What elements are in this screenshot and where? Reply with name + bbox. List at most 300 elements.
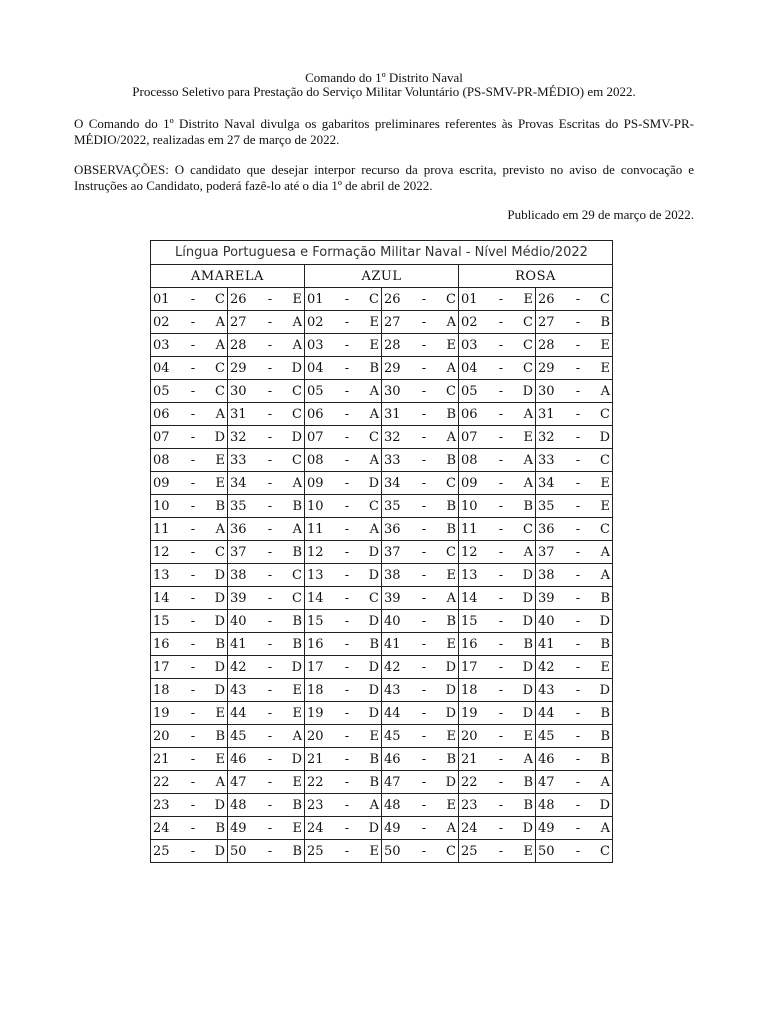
question-number: 10: [153, 498, 170, 514]
answer-cell: [536, 633, 613, 656]
separator-dash: -: [344, 291, 350, 307]
table-row: [151, 449, 613, 472]
answer-letter: C: [292, 406, 302, 422]
answer-cell: [305, 633, 382, 656]
question-number: 49: [384, 820, 401, 836]
answer-cell: [382, 334, 459, 357]
separator-dash: -: [575, 383, 581, 399]
answer-letter: A: [215, 406, 225, 422]
answer-letter: B: [446, 498, 456, 514]
answer-cell: [382, 633, 459, 656]
answer-letter: A: [446, 360, 456, 376]
separator-dash: -: [267, 751, 273, 767]
question-number: 31: [538, 406, 555, 422]
separator-dash: -: [190, 774, 196, 790]
answer-cell: [382, 702, 459, 725]
answer-cell: [305, 334, 382, 357]
question-number: 05: [153, 383, 170, 399]
intro-paragraph: O Comando do 1º Distrito Naval divulga os gabaritos preliminares referentes às Provas Escritas do PS-SMV-PR-MÉDIO/2022, realizadas em 27 de março de 2022.: [74, 116, 694, 147]
answer-cell: [151, 334, 228, 357]
separator-dash: -: [344, 498, 350, 514]
question-number: 29: [230, 360, 247, 376]
answer-letter: C: [446, 544, 456, 560]
question-number: 42: [230, 659, 247, 675]
question-number: 25: [461, 843, 478, 859]
separator-dash: -: [267, 682, 273, 698]
answer-letter: B: [292, 636, 302, 652]
answer-letter: E: [446, 337, 456, 353]
separator-dash: -: [344, 590, 350, 606]
question-number: 16: [461, 636, 478, 652]
answer-letter: D: [214, 567, 225, 583]
answer-letter: A: [446, 820, 456, 836]
separator-dash: -: [267, 567, 273, 583]
answer-cell: [151, 656, 228, 679]
separator-dash: -: [344, 751, 350, 767]
separator-dash: -: [344, 705, 350, 721]
separator-dash: -: [421, 843, 427, 859]
group-header-amarela: AMARELA: [151, 265, 305, 288]
separator-dash: -: [267, 728, 273, 744]
answer-cell: [459, 518, 536, 541]
separator-dash: -: [421, 751, 427, 767]
separator-dash: -: [267, 590, 273, 606]
question-number: 43: [384, 682, 401, 698]
separator-dash: -: [421, 820, 427, 836]
answer-letter: D: [522, 383, 533, 399]
answer-cell: [382, 518, 459, 541]
question-number: 08: [307, 452, 324, 468]
answer-cell: [305, 840, 382, 863]
question-number: 35: [230, 498, 247, 514]
table-row: [151, 610, 613, 633]
answer-cell: [536, 748, 613, 771]
question-number: 33: [384, 452, 401, 468]
answer-letter: C: [292, 567, 302, 583]
question-number: 15: [307, 613, 324, 629]
separator-dash: -: [344, 406, 350, 422]
answer-cell: [228, 564, 305, 587]
answer-letter: E: [369, 728, 379, 744]
separator-dash: -: [498, 337, 504, 353]
separator-dash: -: [267, 820, 273, 836]
answer-cell: [151, 541, 228, 564]
answer-letter: D: [214, 590, 225, 606]
answer-letter: C: [446, 291, 456, 307]
separator-dash: -: [421, 291, 427, 307]
answer-cell: [305, 380, 382, 403]
separator-dash: -: [421, 797, 427, 813]
answer-letter: A: [369, 383, 379, 399]
answer-cell: [459, 610, 536, 633]
answer-cell: [459, 288, 536, 311]
answer-letter: A: [215, 521, 225, 537]
answer-letter: D: [522, 820, 533, 836]
answer-letter: C: [215, 291, 225, 307]
table-row: [151, 794, 613, 817]
separator-dash: -: [190, 337, 196, 353]
answer-letter: C: [600, 452, 610, 468]
answer-letter: E: [600, 337, 610, 353]
answer-letter: E: [523, 429, 533, 445]
question-number: 11: [307, 521, 324, 537]
separator-dash: -: [498, 613, 504, 629]
answer-cell: [305, 817, 382, 840]
answer-letter: D: [291, 429, 302, 445]
answer-cell: [382, 564, 459, 587]
separator-dash: -: [498, 705, 504, 721]
answer-cell: [228, 610, 305, 633]
answer-letter: B: [523, 498, 533, 514]
answer-letter: B: [215, 728, 225, 744]
question-number: 01: [307, 291, 324, 307]
question-number: 16: [153, 636, 170, 652]
question-number: 07: [461, 429, 478, 445]
answer-cell: [459, 748, 536, 771]
answer-cell: [305, 702, 382, 725]
question-number: 11: [153, 521, 170, 537]
separator-dash: -: [190, 820, 196, 836]
separator-dash: -: [344, 360, 350, 376]
answer-cell: [228, 426, 305, 449]
answer-letter: D: [214, 659, 225, 675]
question-number: 30: [538, 383, 555, 399]
answer-cell: [228, 541, 305, 564]
answer-cell: [382, 656, 459, 679]
answer-cell: [536, 725, 613, 748]
separator-dash: -: [344, 337, 350, 353]
answer-letter: C: [446, 843, 456, 859]
question-number: 47: [230, 774, 247, 790]
question-number: 09: [307, 475, 324, 491]
question-number: 12: [153, 544, 170, 560]
question-number: 40: [384, 613, 401, 629]
separator-dash: -: [498, 659, 504, 675]
separator-dash: -: [267, 797, 273, 813]
question-number: 17: [153, 659, 170, 675]
answer-cell: [459, 449, 536, 472]
separator-dash: -: [190, 429, 196, 445]
separator-dash: -: [421, 659, 427, 675]
answer-letter: C: [600, 843, 610, 859]
question-number: 14: [153, 590, 170, 606]
separator-dash: -: [267, 659, 273, 675]
question-number: 32: [384, 429, 401, 445]
question-number: 48: [230, 797, 247, 813]
question-number: 11: [461, 521, 478, 537]
answer-letter: B: [215, 636, 225, 652]
separator-dash: -: [267, 452, 273, 468]
answer-letter: E: [292, 705, 302, 721]
separator-dash: -: [498, 636, 504, 652]
separator-dash: -: [498, 291, 504, 307]
answer-letter: B: [523, 797, 533, 813]
question-number: 47: [384, 774, 401, 790]
separator-dash: -: [267, 705, 273, 721]
answer-cell: [228, 472, 305, 495]
answer-letter: A: [215, 314, 225, 330]
question-number: 41: [538, 636, 555, 652]
question-number: 07: [307, 429, 324, 445]
answer-letter: B: [292, 613, 302, 629]
answer-cell: [305, 771, 382, 794]
answer-letter: C: [215, 360, 225, 376]
answer-cell: [459, 702, 536, 725]
answer-cell: [536, 794, 613, 817]
question-number: 17: [461, 659, 478, 675]
answer-cell: [536, 771, 613, 794]
separator-dash: -: [190, 521, 196, 537]
question-number: 33: [230, 452, 247, 468]
answer-cell: [382, 472, 459, 495]
question-number: 16: [307, 636, 324, 652]
question-number: 07: [153, 429, 170, 445]
separator-dash: -: [575, 567, 581, 583]
question-number: 20: [307, 728, 324, 744]
answer-cell: [151, 564, 228, 587]
question-number: 29: [384, 360, 401, 376]
answer-cell: [305, 357, 382, 380]
question-number: 19: [153, 705, 170, 721]
separator-dash: -: [190, 590, 196, 606]
answer-cell: [151, 426, 228, 449]
answer-cell: [536, 679, 613, 702]
separator-dash: -: [344, 682, 350, 698]
separator-dash: -: [575, 659, 581, 675]
answer-letter: D: [368, 475, 379, 491]
answer-letter: D: [522, 659, 533, 675]
answer-letter: D: [522, 682, 533, 698]
separator-dash: -: [575, 843, 581, 859]
separator-dash: -: [575, 429, 581, 445]
answer-cell: [459, 311, 536, 334]
question-number: 38: [538, 567, 555, 583]
answer-letter: D: [599, 429, 610, 445]
separator-dash: -: [421, 337, 427, 353]
answer-cell: [459, 564, 536, 587]
answer-cell: [459, 679, 536, 702]
answer-letter: A: [292, 337, 302, 353]
question-number: 50: [384, 843, 401, 859]
answer-cell: [228, 794, 305, 817]
answer-cell: [459, 472, 536, 495]
question-number: 28: [384, 337, 401, 353]
answer-cell: [151, 748, 228, 771]
answer-cell: [228, 449, 305, 472]
answer-cell: [536, 564, 613, 587]
question-number: 39: [538, 590, 555, 606]
separator-dash: -: [421, 590, 427, 606]
answer-cell: [305, 518, 382, 541]
question-number: 15: [153, 613, 170, 629]
answer-cell: [459, 541, 536, 564]
answer-cell: [228, 587, 305, 610]
separator-dash: -: [575, 797, 581, 813]
separator-dash: -: [575, 820, 581, 836]
answer-letter: D: [368, 705, 379, 721]
answer-letter: B: [600, 314, 610, 330]
question-number: 37: [230, 544, 247, 560]
answer-letter: C: [600, 406, 610, 422]
answer-cell: [382, 748, 459, 771]
question-number: 39: [230, 590, 247, 606]
separator-dash: -: [498, 682, 504, 698]
answer-cell: [151, 817, 228, 840]
answer-letter: D: [599, 682, 610, 698]
answer-cell: [382, 610, 459, 633]
question-number: 03: [153, 337, 170, 353]
answer-letter: D: [368, 682, 379, 698]
question-number: 41: [384, 636, 401, 652]
question-number: 26: [230, 291, 247, 307]
table-row: [151, 334, 613, 357]
separator-dash: -: [190, 475, 196, 491]
separator-dash: -: [421, 452, 427, 468]
separator-dash: -: [267, 360, 273, 376]
question-number: 12: [307, 544, 324, 560]
question-number: 42: [384, 659, 401, 675]
separator-dash: -: [267, 429, 273, 445]
answer-cell: [305, 679, 382, 702]
answer-letter: A: [369, 452, 379, 468]
answer-letter: B: [600, 728, 610, 744]
question-number: 45: [538, 728, 555, 744]
answer-letter: E: [215, 452, 225, 468]
answer-letter: B: [446, 452, 456, 468]
separator-dash: -: [267, 521, 273, 537]
separator-dash: -: [575, 406, 581, 422]
question-number: 08: [153, 452, 170, 468]
answer-cell: [536, 656, 613, 679]
separator-dash: -: [344, 613, 350, 629]
separator-dash: -: [190, 498, 196, 514]
answer-letter: C: [215, 544, 225, 560]
question-number: 14: [461, 590, 478, 606]
separator-dash: -: [344, 383, 350, 399]
answer-letter: A: [215, 337, 225, 353]
separator-dash: -: [575, 337, 581, 353]
table-row: [151, 748, 613, 771]
separator-dash: -: [421, 475, 427, 491]
question-number: 21: [307, 751, 324, 767]
table-row: [151, 817, 613, 840]
answer-cell: [228, 840, 305, 863]
question-number: 39: [384, 590, 401, 606]
question-number: 10: [307, 498, 324, 514]
answer-cell: [382, 587, 459, 610]
answer-cell: [536, 449, 613, 472]
table-row: [151, 679, 613, 702]
question-number: 41: [230, 636, 247, 652]
question-number: 13: [307, 567, 324, 583]
separator-dash: -: [344, 521, 350, 537]
question-number: 25: [307, 843, 324, 859]
question-number: 22: [153, 774, 170, 790]
separator-dash: -: [421, 613, 427, 629]
answer-cell: [459, 817, 536, 840]
separator-dash: -: [498, 774, 504, 790]
separator-dash: -: [498, 544, 504, 560]
question-number: 38: [230, 567, 247, 583]
answer-cell: [228, 817, 305, 840]
question-number: 32: [538, 429, 555, 445]
answer-cell: [459, 725, 536, 748]
table-title: Língua Portuguesa e Formação Militar Naval - Nível Médio/2022: [151, 241, 613, 265]
answer-cell: [151, 702, 228, 725]
separator-dash: -: [267, 314, 273, 330]
answer-cell: [151, 403, 228, 426]
answer-cell: [382, 449, 459, 472]
answer-cell: [151, 771, 228, 794]
question-number: 29: [538, 360, 555, 376]
question-number: 04: [307, 360, 324, 376]
answer-cell: [305, 564, 382, 587]
answer-letter: D: [214, 429, 225, 445]
answer-cell: [228, 357, 305, 380]
answer-letter: D: [522, 567, 533, 583]
question-number: 19: [307, 705, 324, 721]
question-number: 04: [461, 360, 478, 376]
question-number: 01: [461, 291, 478, 307]
answer-letter: B: [292, 498, 302, 514]
separator-dash: -: [190, 452, 196, 468]
answer-cell: [151, 380, 228, 403]
table-row: [151, 288, 613, 311]
answer-cell: [151, 449, 228, 472]
answer-letter: C: [600, 291, 610, 307]
answer-letter: B: [292, 797, 302, 813]
question-number: 28: [230, 337, 247, 353]
answer-cell: [228, 771, 305, 794]
separator-dash: -: [498, 820, 504, 836]
answer-cell: [228, 311, 305, 334]
answer-cell: [305, 495, 382, 518]
question-number: 14: [307, 590, 324, 606]
question-number: 06: [461, 406, 478, 422]
question-number: 37: [384, 544, 401, 560]
question-number: 45: [384, 728, 401, 744]
answer-cell: [228, 380, 305, 403]
separator-dash: -: [498, 751, 504, 767]
answer-letter: A: [369, 521, 379, 537]
answer-letter: D: [291, 360, 302, 376]
answer-letter: A: [369, 406, 379, 422]
separator-dash: -: [498, 314, 504, 330]
question-number: 05: [307, 383, 324, 399]
answer-cell: [382, 679, 459, 702]
answer-cell: [459, 403, 536, 426]
published-date: Publicado em 29 de março de 2022.: [507, 207, 694, 222]
separator-dash: -: [575, 613, 581, 629]
answer-cell: [305, 472, 382, 495]
separator-dash: -: [344, 843, 350, 859]
answer-cell: [305, 725, 382, 748]
answer-letter: A: [600, 383, 610, 399]
question-number: 43: [230, 682, 247, 698]
answer-cell: [228, 656, 305, 679]
answer-letter: E: [292, 291, 302, 307]
question-number: 42: [538, 659, 555, 675]
question-number: 18: [461, 682, 478, 698]
question-number: 30: [384, 383, 401, 399]
answer-cell: [305, 311, 382, 334]
separator-dash: -: [344, 728, 350, 744]
separator-dash: -: [267, 406, 273, 422]
answer-letter: B: [446, 613, 456, 629]
separator-dash: -: [498, 521, 504, 537]
table-row: [151, 564, 613, 587]
answer-letter: A: [292, 314, 302, 330]
